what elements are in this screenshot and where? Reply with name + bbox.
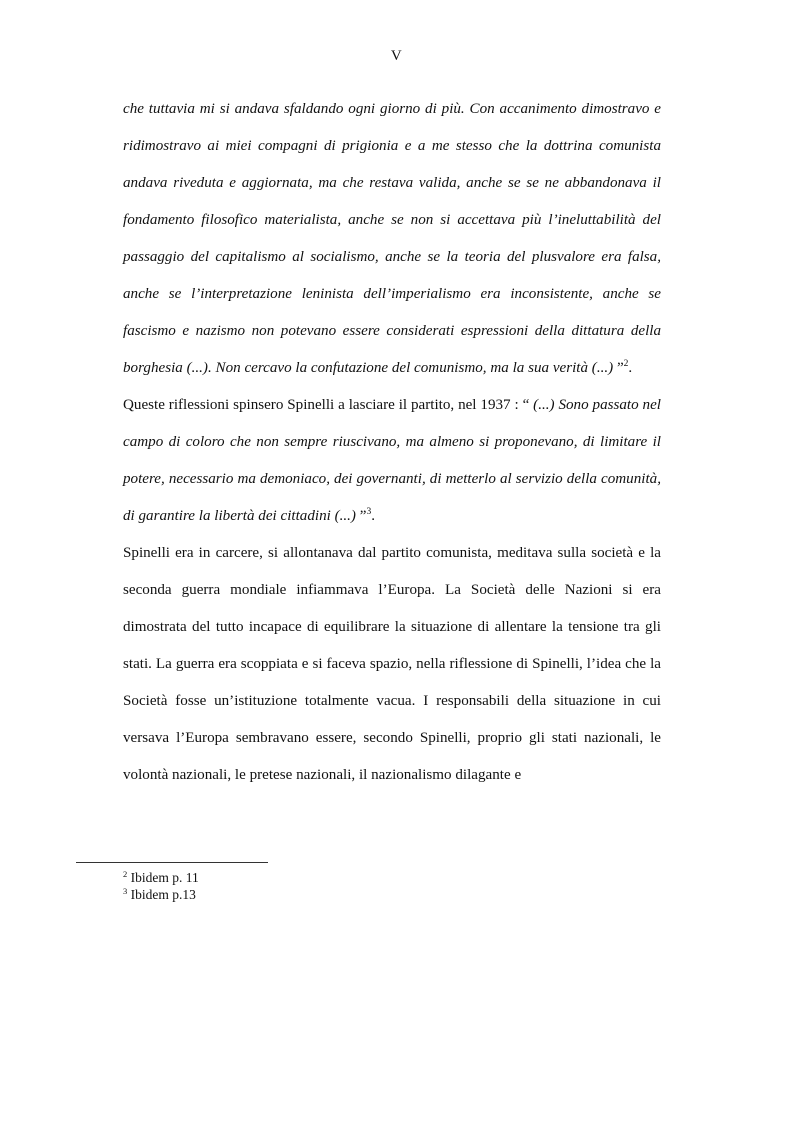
footnotes — [123, 869, 199, 903]
italic-quote: che tuttavia mi si andava sfaldando ogni giorno di più. Con accanimento dimostravo e ridimostravo ai miei compagni di prigionia e a me stesso che la dottrina comunista andava riveduta e aggiornata, ma che restava valida, anche se se ne abbandonava il fondamento filosofico materialista, anche se non si accettava più l’ineluttabilità del passaggio del capitalismo al socialismo, anche se la teoria del plusvalore era falsa, anche se l’interpretazione leninista dell’imperialismo era inconsistente, anche se fascismo e nazismo non potevano essere considerati espressioni della dittatura della borghesia (...). Non cercavo la confutazione del comunismo, ma la sua verità (...) — [123, 101, 661, 376]
footnote-ref-2: 2 — [623, 359, 629, 369]
footnote-text: Ibidem p.13 — [127, 887, 196, 902]
closing-quote-mark: ” — [613, 360, 624, 376]
footnote-text: Ibidem p. 11 — [127, 870, 199, 885]
footnote-separator — [76, 862, 268, 863]
footnote-3 — [123, 886, 199, 903]
italic-quote-2: (...) Sono passato nel campo di coloro che non sempre riuscivano, ma almeno si proponevano, di limitare il potere, necessario ma demoniaco, dei governanti, di metterlo al servizio della comunità, di garantire la libertà dei cittadini (...) — [123, 397, 661, 524]
paragraph-2-lead: Queste riflessioni spinsero Spinelli a lasciare il partito, nel 1937 : “ — [123, 397, 534, 413]
footnote-number: 3 — [123, 886, 128, 896]
paragraph-2 — [123, 387, 661, 535]
period: . — [628, 360, 633, 376]
paragraph-3: Spinelli era in carcere, si allontanava dal partito comunista, meditava sulla società e la seconda guerra mondiale infiammava l’Europa. La Società delle Nazioni si era dimostrata del tutto incapace di equilibrare la situazione di allentare la tensione tra gli stati. La guerra era scoppiata e si faceva spazio, nella riflessione di Spinelli, l’idea che la Società fosse un’istituzione totalmente vacua. I responsabili della situazione in cui versava l’Europa sembravano essere, secondo Spinelli, proprio gli stati nazionali, le volontà nazionali, le pretese nazionali, il nazionalismo dilagante e — [123, 545, 661, 783]
quote-paragraph — [123, 91, 661, 387]
footnote-2 — [123, 869, 199, 886]
footnote-ref-3: 3 — [366, 507, 372, 517]
page-number: V — [390, 48, 403, 64]
body-text — [123, 91, 661, 794]
period-2: . — [371, 508, 375, 524]
footnote-number: 2 — [123, 869, 128, 879]
closing-quote-mark-2: ” — [355, 508, 367, 524]
